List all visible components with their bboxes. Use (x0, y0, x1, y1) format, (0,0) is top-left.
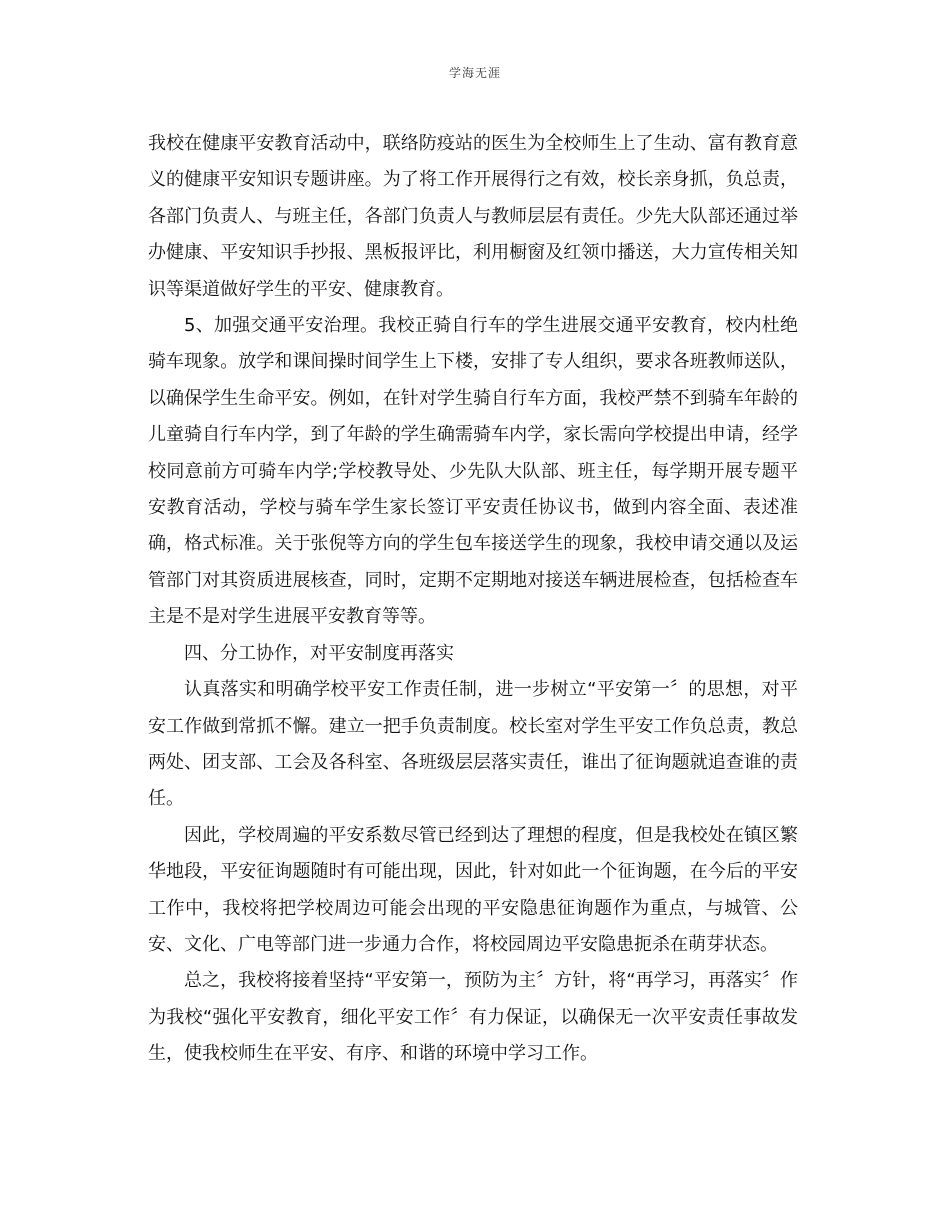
paragraph-surroundings-safety: 因此，学校周遍的平安系数尽管已经到达了理想的程度，但是我校处在镇区繁华地段，平安征询题随时有可能出现，因此，针对如此一个征询题，在今后的平安工作中，我校将把学校周边可能会出现的平安隐患征询题作为重点，与城管、公安、文化、广电等部门进一步通力合作，将校园周边平安隐患扼杀在萌芽状态。 (148, 824, 798, 955)
page-header: 学海无涯 (448, 66, 501, 80)
document-body (148, 126, 798, 1073)
paragraph-traffic-safety: 5、加强交通平安治理。我校正骑自行车的学生进展交通平安教育，校内杜绝骑车现象。放学和课间操时间学生上下楼，安排了专人组织，要求各班教师送队，以确保学生生命平安。例如，在针对学生骑自行车方面，我校严禁不到骑车年龄的儿童骑自行车内学，到了年龄的学生确需骑车内学，家长需向学校提出申请，经学校同意前方可骑车内学;学校教导处、少先队大队部、班主任，每学期开展专题平安教育活动，学校与骑车学生家长签订平安责任协议书，做到内容全面、表述准确，格式标准。关于张倪等方向的学生包车接送学生的现象，我校申请交通以及运管部门对其资质进展核查，同时，定期不定期地对接送车辆进展检查，包括检查车主是不是对学生进展平安教育等等。 (148, 315, 798, 628)
paragraph-conclusion: 总之，我校将接着坚持“平安第一，预防为主〞方针，将“再学习，再落实〞作为我校“强化平安教育，细化平安工作〞有力保证，以确保无一次平安责任事故发生，使我校师生在平安、有序、和谐的环境中学习工作。 (148, 970, 798, 1065)
paragraph-responsibility-system: 认真落实和明确学校平安工作责任制，进一步树立“平安第一〞的思想，对平安工作做到常抓不懈。建立一把手负责制度。校长室对学生平安工作负总责，教总两处、团支部、工会及各科室、各班级层层落实责任，谁出了征询题就追查谁的责任。 (148, 679, 798, 810)
section-heading-division-of-work: 四、分工协作，对平安制度再落实 (184, 642, 454, 664)
paragraph-health-education: 我校在健康平安教育活动中，联络防疫站的医生为全校师生上了生动、富有教育意义的健康平安知识专题讲座。为了将工作开展得行之有效，校长亲身抓，负总责，各部门负责人、与班主任，各部门负责人与教师层层有责任。少先大队部还通过举办健康、平安知识手抄报、黑板报评比，利用橱窗及红领巾播送，大力宣传相关知识等渠道做好学生的平安、健康教育。 (148, 133, 798, 300)
